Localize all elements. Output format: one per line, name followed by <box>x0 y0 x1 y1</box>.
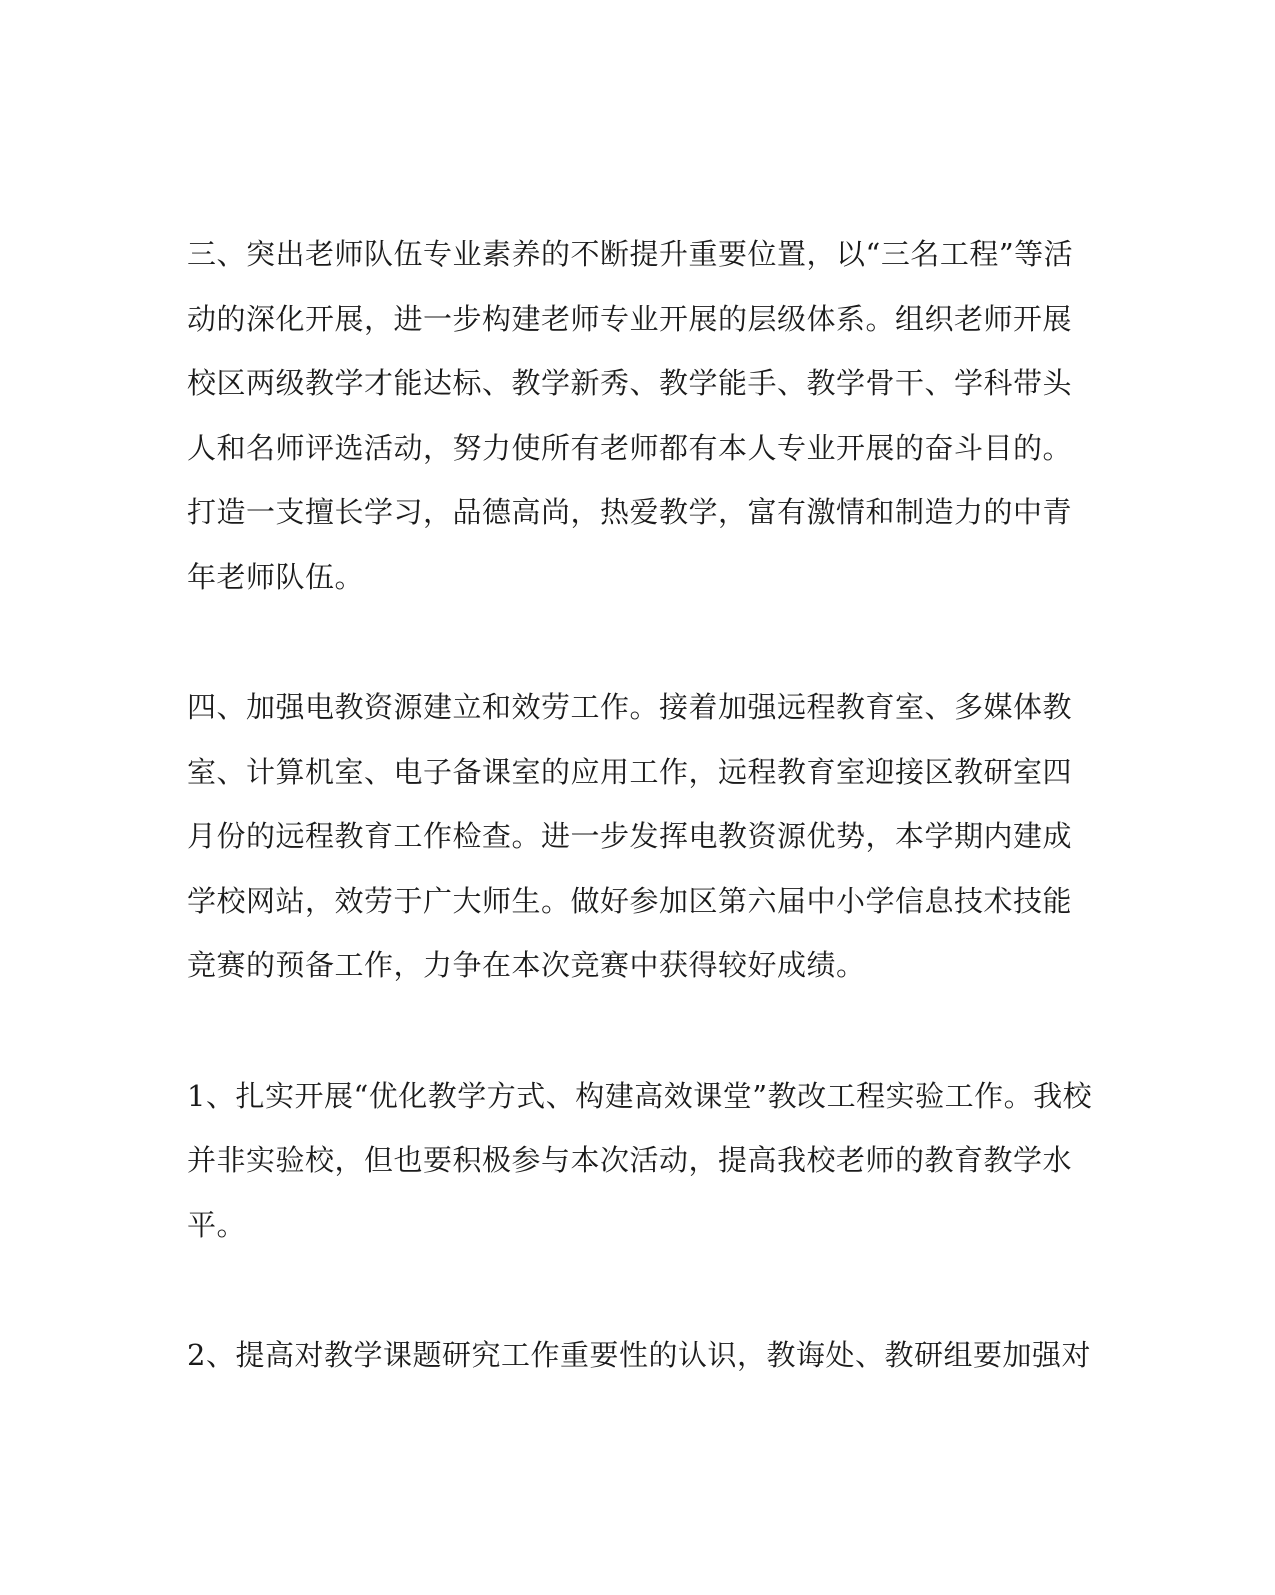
paragraph-item-2 <box>187 1323 1091 1388</box>
text-line: 四、加强电教资源建立和效劳工作。接着加强远程教育室、多媒体教 <box>187 690 1073 724</box>
text-line: 人和名师评选活动，努力使所有老师都有本人专业开展的奋斗目的。 <box>187 430 1073 465</box>
text-line: 竞赛的预备工作，力争在本次竞赛中获得较好成绩。 <box>187 948 866 982</box>
text-line: 学校网站，效劳于广大师生。做好参加区第六届中小学信息技术技能 <box>187 883 1073 918</box>
text-line: 平。 <box>187 1207 247 1242</box>
paragraph-item-1 <box>187 1064 1093 1258</box>
document-body <box>187 222 1093 1454</box>
text-line: 2、提高对教学课题研究工作重要性的认识，教诲处、教研组要加强对 <box>187 1338 1091 1372</box>
text-line: 打造一支擅长学习，品德高尚，热爱教学，富有激情和制造力的中青 <box>187 495 1073 529</box>
paragraph-e-learning-resources <box>187 675 1073 998</box>
text-line: 年老师队伍。 <box>187 559 365 594</box>
text-line: 校区两级教学才能达标、教学新秀、教学能手、教学骨干、学科带头 <box>187 366 1073 400</box>
text-line: 1、扎实开展“优化教学方式、构建高效课堂”教改工程实验工作。我校 <box>187 1078 1093 1113</box>
text-line: 三、突出老师队伍专业素养的不断提升重要位置，以“三名工程”等活 <box>187 237 1074 271</box>
paragraph-teacher-development <box>187 222 1074 609</box>
text-line: 室、计算机室、电子备课室的应用工作，远程教育室迎接区教研室四 <box>187 754 1073 789</box>
text-line: 动的深化开展，进一步构建老师专业开展的层级体系。组织老师开展 <box>187 301 1073 336</box>
text-line: 月份的远程教育工作检查。进一步发挥电教资源优势，本学期内建成 <box>187 819 1073 853</box>
text-line: 并非实验校，但也要积极参与本次活动，提高我校老师的教育教学水 <box>187 1143 1073 1177</box>
